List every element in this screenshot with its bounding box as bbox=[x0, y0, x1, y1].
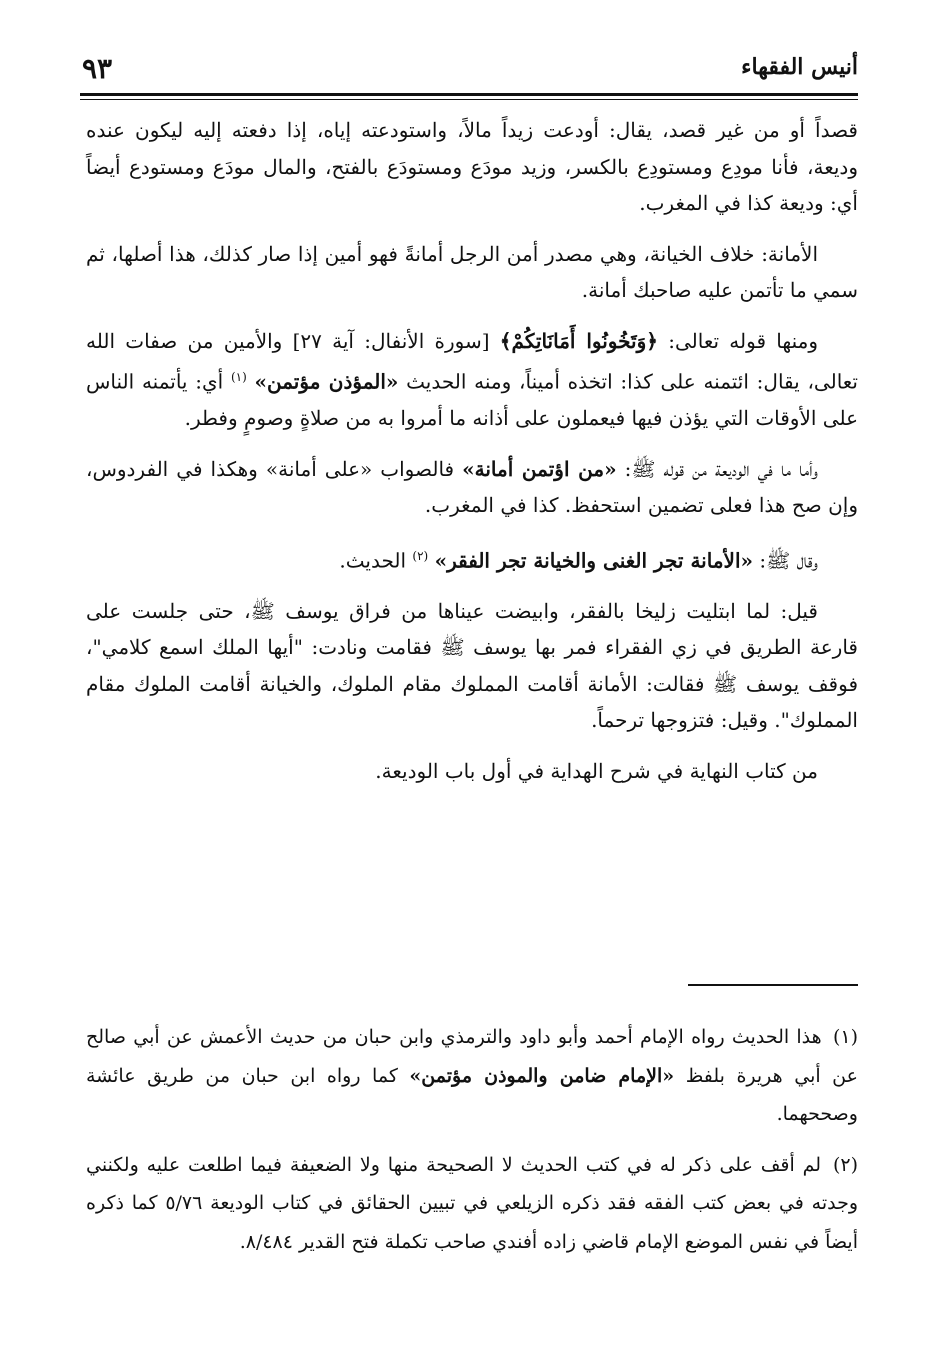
paragraph-source bbox=[86, 753, 858, 790]
running-header bbox=[80, 52, 858, 92]
main-text bbox=[86, 112, 858, 803]
quran-quote: ﴿وَتَخُونُوا أَمَانَاتِكُمْ﴾ bbox=[499, 328, 658, 353]
footnote-text: لم أقف على ذكر له في كتب الحديث لا الصحيحة منها ولا الضعيفة فيما اطلعت عليه ولكنني وجدته في بعض كتب الفقه فقد ذكره الزيلعي في تبيين الحقائق في كتاب الوديعة ٥/٧٦ كما ذكره أيضاً في نفس الموضع الإمام قاضي زاده أفندي صاحب تكملة فتح القدير ٨/٤٨٤. bbox=[86, 1153, 859, 1253]
footnote-marker[interactable]: (١) bbox=[230, 370, 247, 384]
paragraph-text: وأما ما في الوديعة من قوله ﷺ: bbox=[616, 456, 819, 481]
hadith-quote: «الأمانة تجر الغنى والخيانة تجر الفقر» bbox=[434, 548, 754, 573]
book-title: أنيس الفقهاء bbox=[741, 54, 858, 80]
footnote-2 bbox=[86, 1146, 858, 1262]
footnote-text: هذا الحديث رواه الإمام أحمد وأبو داود والترمذي وابن حبان من حديث الأعمش عن أبي صالح عن أبي هريرة بلفظ bbox=[86, 1026, 858, 1087]
hadith-quote: «الإمام ضامن والموذن مؤتمن» bbox=[409, 1064, 675, 1087]
paragraph-text: الحديث. bbox=[339, 548, 413, 573]
footnote-text: كما رواه ابن حبان من طريق عائشة وصححهما. bbox=[86, 1064, 858, 1125]
paragraph-text: قصداً أو من غير قصد، يقال: أودعت زيداً مالاً، واستودعته إياه، إذا دفعته إليه ليكون عنده وديعة، فأنا مودِع ومستودِع بالكسر، وزيد مودَع ومستودَع بالفتح، والمال مودَع ومستودع أيضاً أي: وديعة كذا في المغرب. bbox=[86, 118, 858, 215]
paragraph-text: أي: يأتمنه الناس على الأوقات التي يؤذن فيها فيعملون على أذانه ما أمروا به من صلاةٍ وصومٍ وفطر. bbox=[86, 369, 858, 431]
paragraph-text: وقال ﷺ: bbox=[753, 548, 818, 573]
footnote-marker[interactable]: (٢) bbox=[412, 548, 429, 563]
paragraph-text: قيل: لما ابتليت زليخا بالفقر، وابيضت عيناها من فراق يوسف ﷺ، حتى جلست على قارعة الطريق في زي الفقراء فمر بها يوسف ﷺ فقامت ونادت: "أيها الملك اسمع كلامي"، فوقف يوسف ﷺ فقالت: الأمانة أقامت المملوك مقام الملوك، والخيانة أقامت الملوك مقام المملوك". وقيل: فتزوجها ترحماً. bbox=[86, 598, 858, 733]
paragraph-text: الأمانة: خلاف الخيانة، وهي مصدر أمن الرجل أمانةً فهو أمين إذا صار كذلك، هذا أصلها، ثم سمي ما تأتمن عليه صاحبك أمانة. bbox=[86, 241, 858, 302]
paragraph-quran-verse bbox=[86, 323, 858, 437]
header-rule-thin bbox=[80, 99, 858, 100]
footnote-separator bbox=[688, 984, 858, 986]
paragraph-text: ومنها قوله تعالى: bbox=[657, 328, 818, 353]
paragraph-amana-definition bbox=[86, 236, 858, 309]
paragraph-zulaikha-story bbox=[86, 593, 858, 739]
footnote-1 bbox=[86, 1018, 858, 1134]
paragraph-text: من كتاب النهاية في شرح الهداية في أول باب الوديعة. bbox=[375, 758, 818, 783]
page-number: ٩٣ bbox=[82, 52, 113, 85]
paragraph-amana-hadith bbox=[86, 538, 858, 579]
footnote-number: (٢) bbox=[832, 1153, 858, 1176]
paragraph-wadia-hadith bbox=[86, 451, 858, 524]
hadith-quote: «من اؤتمن أمانة» bbox=[462, 456, 617, 481]
paragraph-wadia-definition bbox=[86, 112, 858, 222]
footnotes bbox=[86, 1018, 858, 1273]
paragraph-text: فالصواب «على أمانة» وهكذا في الفردوس، وإن صح هذا فعلى تضمين استحفظ. كذا في المغرب. bbox=[86, 456, 858, 518]
paragraph-text: [سورة الأنفال: آية ٢٧] والأمين من صفات الله تعالى، يقال: ائتمنه على كذا: اتخذه أميناً، ومنه الحديث bbox=[86, 328, 859, 394]
footnote-number: (١) bbox=[832, 1026, 858, 1048]
header-rule-thick bbox=[80, 93, 858, 96]
hadith-quote: «المؤذن مؤتمن» bbox=[254, 369, 399, 394]
